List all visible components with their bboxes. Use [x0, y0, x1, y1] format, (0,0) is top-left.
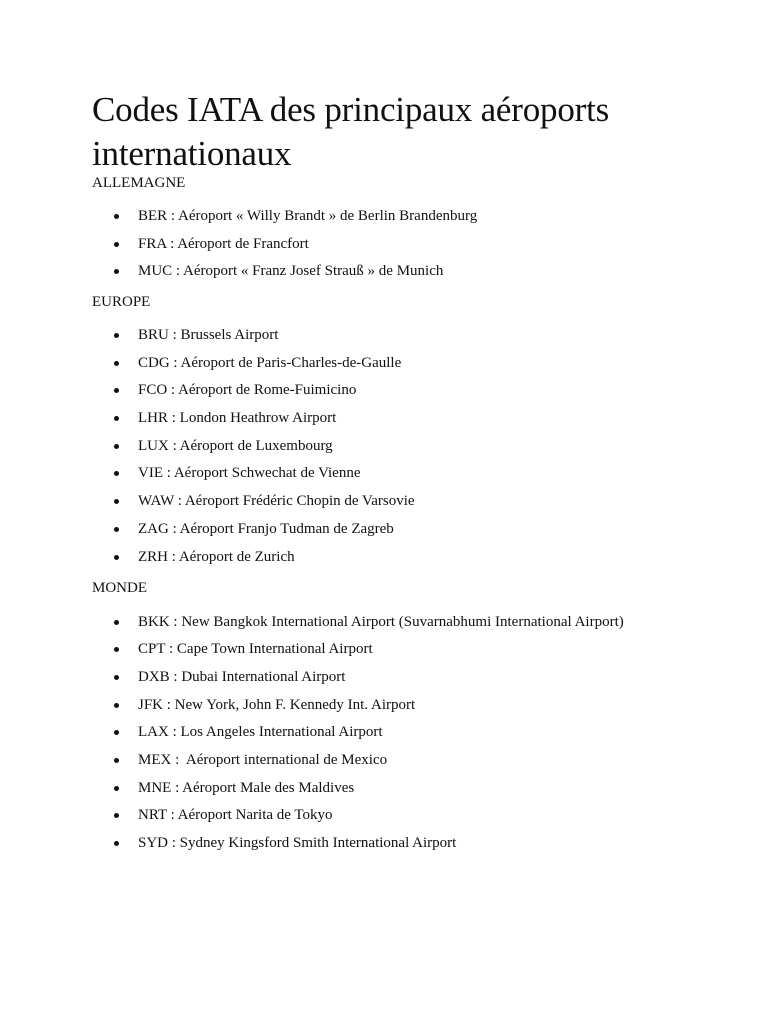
section-heading-allemagne: ALLEMAGNE [92, 175, 186, 191]
bullet-icon [114, 471, 119, 476]
bullet-icon [114, 620, 119, 625]
bullet-icon [114, 333, 119, 338]
bullet-icon [114, 647, 119, 652]
list-item-text: BKK : New Bangkok International Airport (Suvarnabhumi International Airport) [138, 613, 624, 630]
section-heading-monde: MONDE [92, 579, 147, 596]
list-item [92, 639, 732, 659]
list-item-text: VIE : Aéroport Schwechat de Vienne [138, 465, 361, 482]
bullet-icon [114, 758, 119, 763]
list-item [92, 463, 732, 483]
bullet-icon [114, 703, 119, 708]
list-item [92, 491, 732, 511]
list-item-text: ZAG : Aéroport Franjo Tudman de Zagreb [138, 520, 394, 537]
list-item-text: ZRH : Aéroport de Zurich [138, 548, 295, 565]
list-item-text: DXB : Dubai International Airport [138, 668, 346, 685]
list-item [92, 750, 732, 770]
list-item [92, 722, 732, 742]
list-item [92, 380, 732, 400]
list-item [92, 353, 732, 373]
list-item-text: MUC : Aéroport « Franz Josef Strauß » de Munich [138, 263, 444, 279]
list-item-text: LHR : London Heathrow Airport [138, 410, 337, 427]
list-item [92, 667, 732, 687]
list-item-text: BRU : Brussels Airport [138, 327, 279, 343]
bullet-icon [114, 416, 119, 421]
list-item-text: NRT : Aéroport Narita de Tokyo [138, 807, 333, 824]
list-item [92, 547, 732, 567]
list-item-text: MNE : Aéroport Male des Maldives [138, 779, 355, 796]
list-item-text: FCO : Aéroport de Rome-Fuimicino [138, 382, 357, 399]
bullet-icon [114, 214, 119, 219]
list-item-text: JFK : New York, John F. Kennedy Int. Airport [138, 696, 416, 713]
bullet-icon [114, 361, 119, 366]
list-item-text: SYD : Sydney Kingsford Smith International Airport [138, 835, 457, 851]
bullet-icon [114, 242, 119, 247]
list-item-text: CPT : Cape Town International Airport [138, 641, 373, 658]
list-item-text: WAW : Aéroport Frédéric Chopin de Varsovie [138, 493, 415, 510]
list-item [92, 261, 732, 281]
bullet-icon [114, 841, 119, 846]
list-item [92, 206, 732, 226]
bullet-icon [114, 675, 119, 680]
list-item [92, 778, 732, 798]
list-item [92, 436, 732, 456]
bullet-icon [114, 813, 119, 818]
airport-list-allemagne [92, 206, 732, 281]
bullet-icon [114, 269, 119, 274]
list-item [92, 408, 732, 428]
list-item [92, 695, 732, 715]
list-item [92, 612, 732, 632]
bullet-icon [114, 730, 119, 735]
list-item [92, 234, 732, 254]
bullet-icon [114, 555, 119, 560]
bullet-icon [114, 786, 119, 791]
list-item [92, 519, 732, 539]
bullet-icon [114, 444, 119, 449]
document-page [92, 88, 732, 853]
airport-list-monde [92, 612, 732, 854]
list-item [92, 325, 732, 345]
document-title: Codes IATA des principaux aéroports internationaux [92, 90, 610, 173]
list-item-text: CDG : Aéroport de Paris-Charles-de-Gaulle [138, 354, 402, 371]
airport-list-europe [92, 325, 732, 567]
list-item-text: MEX : Aéroport international de Mexico [138, 751, 388, 768]
list-item [92, 805, 732, 825]
bullet-icon [114, 388, 119, 393]
list-item-text: BER : Aéroport « Willy Brandt » de Berlin Brandenburg [138, 208, 478, 224]
bullet-icon [114, 499, 119, 504]
list-item-text: FRA : Aéroport de Francfort [138, 235, 309, 252]
list-item-text: LUX : Aéroport de Luxembourg [138, 437, 333, 454]
bullet-icon [114, 527, 119, 532]
list-item-text: LAX : Los Angeles International Airport [138, 724, 383, 741]
list-item [92, 833, 732, 853]
section-heading-europe: EUROPE [92, 294, 151, 310]
